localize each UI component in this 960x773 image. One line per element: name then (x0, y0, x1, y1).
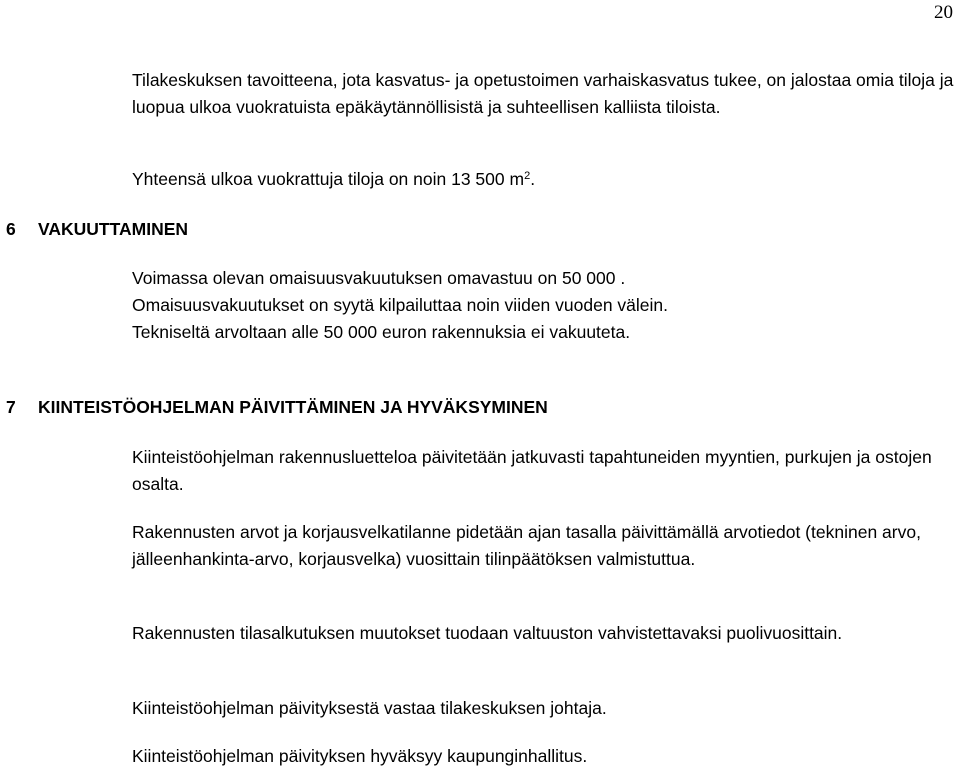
section-7-paragraph-3: Rakennusten tilasalkutuksen muutokset tuodaan valtuuston vahvistettavaksi puolivuosittain. (132, 623, 843, 643)
rented-area-paragraph (132, 166, 958, 193)
page-number: 20 (934, 2, 953, 23)
section-6-heading (6, 216, 188, 243)
insurance-line-3: Tekniseltä arvoltaan alle 50 000 euron rakennuksia ei vakuuteta. (132, 322, 631, 342)
rented-area-text: Yhteensä ulkoa vuokrattuja tiloja on noin 13 500 m (132, 169, 525, 189)
section-7-paragraph-5: Kiinteistöohjelman päivityksen hyväksyy kaupunginhallitus. (132, 746, 588, 766)
section-7-title: KIINTEISTÖOHJELMAN PÄIVITTÄMINEN JA HYVÄKSYMINEN (38, 397, 548, 417)
section-7-paragraph-2: Rakennusten arvot ja korjausvelkatilanne pidetään ajan tasalla päivittämällä arvotiedot (tekninen arvo, jälleenhankinta-arvo, korjausvelka) vuosittain tilinpäätöksen valmistuttua. (132, 522, 921, 569)
section-6-number: 6 (6, 219, 16, 239)
section-7-paragraph-4: Kiinteistöohjelman päivityksestä vastaa tilakeskuksen johtaja. (132, 698, 607, 718)
superscript-2: 2 (524, 170, 531, 182)
section-7-heading (6, 394, 548, 421)
section-7-number: 7 (6, 397, 16, 417)
rented-area-end: . (530, 169, 536, 189)
section-6-title: VAKUUTTAMINEN (38, 219, 189, 239)
intro-paragraph: Tilakeskuksen tavoitteena, jota kasvatus- ja opetustoimen varhaiskasvatus tukee, on jalostaa omia tiloja ja luopua ulkoa vuokratuista epäkäytännöllisistä ja suhteellisen kalliista tiloista. (132, 70, 954, 117)
insurance-line-1: Voimassa olevan omaisuusvakuutuksen omavastuu on 50 000 . (132, 268, 626, 288)
insurance-line-2: Omaisuusvakuutukset on syytä kilpailuttaa noin viiden vuoden välein. (132, 295, 669, 315)
section-7-paragraph-1: Kiinteistöohjelman rakennusluetteloa päivitetään jatkuvasti tapahtuneiden myyntien, purkujen ja ostojen osalta. (132, 447, 932, 494)
